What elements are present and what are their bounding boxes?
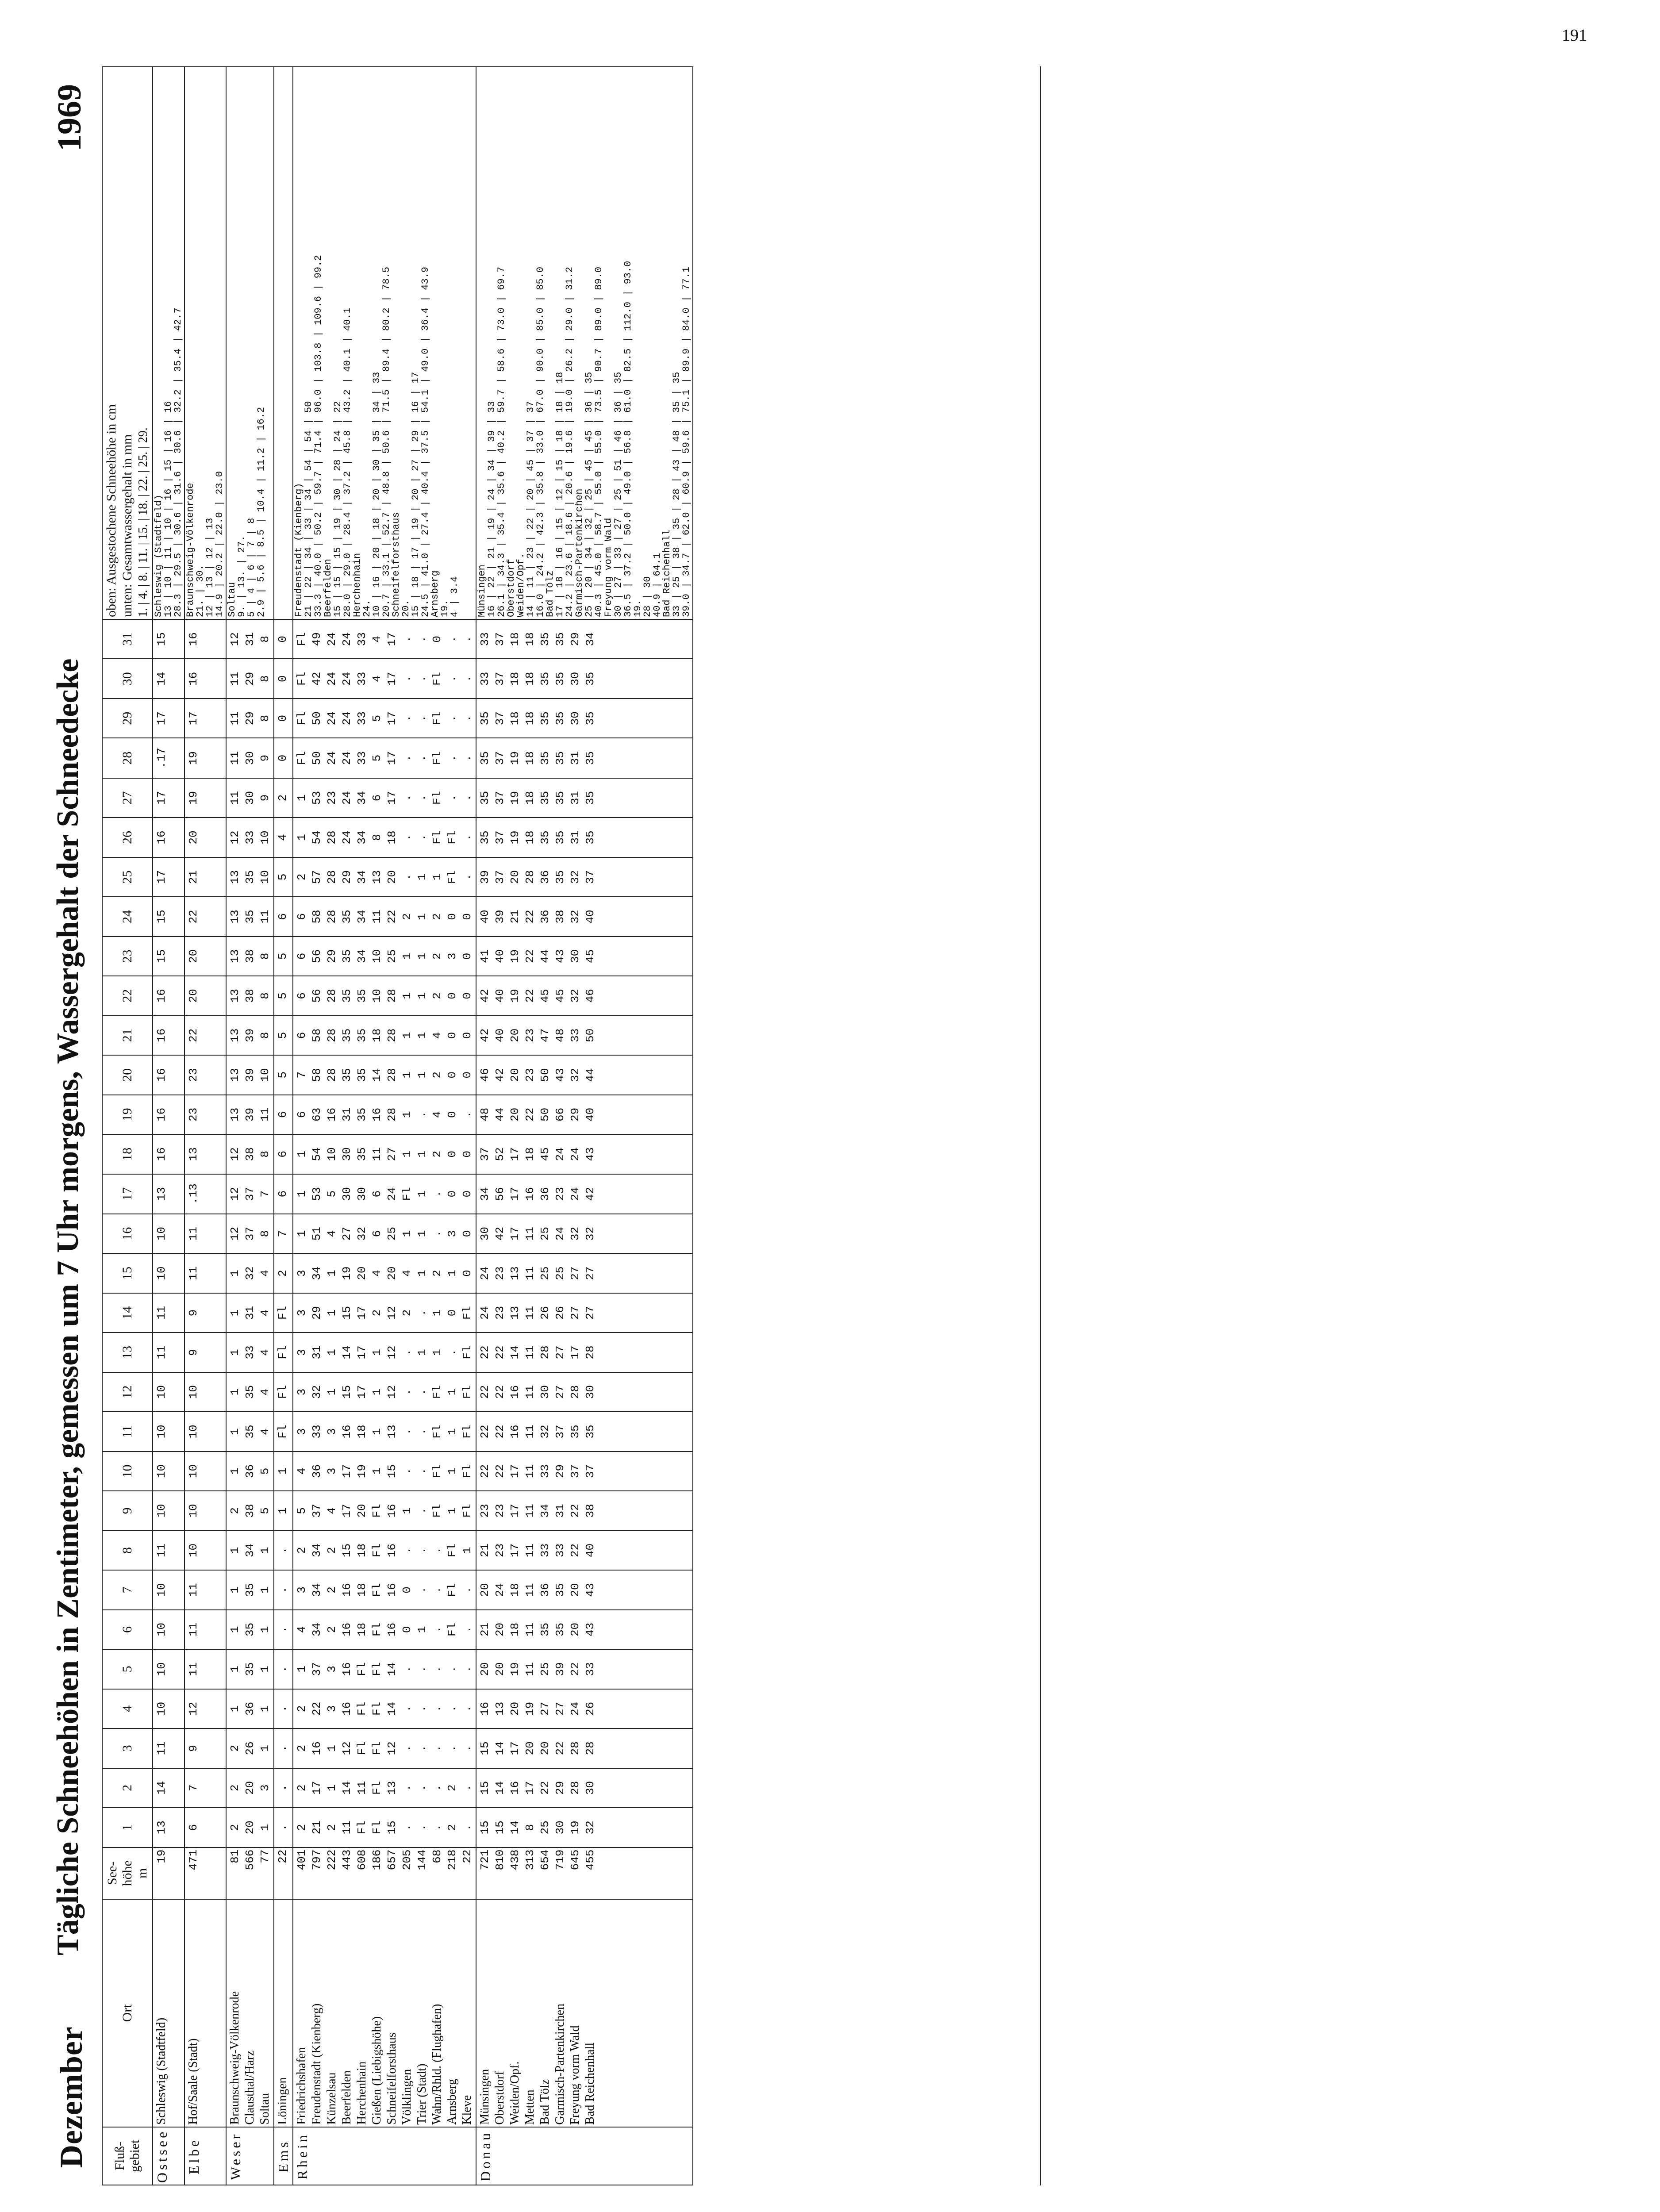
day-value-cell: 2 26 1 — [226, 1728, 274, 1768]
seehoehe-cell: 401 797 222 443 608 186 657 205 144 68 218 22 — [293, 1847, 476, 1899]
day-value-cell: 48 44 20 22 50 66 29 40 — [476, 1095, 693, 1134]
day-value-cell: 10 — [184, 1412, 226, 1451]
day-value-cell: 1 54 10 30 35 11 27 1 1 2 0 0 — [293, 1134, 476, 1174]
day-value-cell: 1 — [274, 1491, 293, 1530]
day-value-cell: 1 53 5 30 30 6 24 Fl 1 . 0 0 — [293, 1174, 476, 1214]
header-day-20: 20 — [102, 1055, 153, 1094]
day-value-cell: 22 — [184, 1016, 226, 1055]
page-title: Tägliche Schneehöhen in Zentimeter, gemessen um 7 Uhr morgens, Wassergehalt der Schneedecke — [51, 658, 85, 1955]
day-value-cell: 6 58 28 35 34 11 22 2 1 2 0 0 — [293, 897, 476, 936]
day-value-cell: 1 32 4 — [226, 1253, 274, 1293]
title-row — [44, 66, 97, 2185]
seehoehe-cell: 721 810 438 313 654 719 645 455 — [476, 1847, 693, 1899]
day-value-cell: 40 39 21 22 36 38 32 40 — [476, 897, 693, 936]
day-value-cell: 22 22 16 11 30 27 28 30 — [476, 1372, 693, 1412]
table-row — [293, 67, 476, 2185]
day-value-cell: 3 31 1 14 17 1 12 . 1 1 . Fl — [293, 1333, 476, 1372]
day-value-cell: 3 33 3 16 18 1 13 . . Fl 1 Fl — [293, 1412, 476, 1451]
day-value-cell: 20 — [184, 937, 226, 976]
day-value-cell: 11 — [184, 1253, 226, 1293]
ort-cell: Braunschweig-Völkenrode Clausthal/Harz Soltau — [226, 1899, 274, 2127]
agg-header-top: oben: Ausgestochene Schneehöhe in cm — [104, 404, 119, 618]
day-value-cell: 22 22 14 11 28 27 17 28 — [476, 1333, 693, 1372]
day-value-cell: 15 14 16 17 22 29 28 30 — [476, 1768, 693, 1808]
agg-header-days: 1. | 4. | 8. | 11. | 15. | 18. | 22. | 25. | 29. — [136, 427, 150, 618]
day-value-cell: 1 33 4 — [226, 1333, 274, 1372]
day-value-cell: . — [274, 1610, 293, 1649]
day-value-cell: 6 — [274, 1095, 293, 1134]
day-value-cell: 23 — [184, 1055, 226, 1094]
fluss-cell: Weser — [226, 2127, 274, 2185]
day-value-cell: 1 54 28 24 34 8 18 . . Fl Fl . — [293, 818, 476, 857]
day-value-cell: 10 — [184, 1531, 226, 1570]
day-value-cell: 17 — [184, 699, 226, 738]
day-value-cell: 12 38 8 — [226, 1134, 274, 1174]
day-value-cell: 11 — [184, 1570, 226, 1609]
day-value-cell: 15 14 17 20 20 22 28 28 — [476, 1728, 693, 1768]
day-value-cell: 10 — [184, 1452, 226, 1491]
header-fluss: Fluß- gebiet — [102, 2127, 153, 2185]
month-label: Dezember — [54, 2026, 89, 2168]
day-value-cell: 2 — [274, 1253, 293, 1293]
day-value-cell: 1 35 4 — [226, 1372, 274, 1412]
day-value-cell: 9 — [184, 1333, 226, 1372]
day-value-cell: 10 — [153, 1412, 184, 1451]
day-value-cell: Fl — [274, 1372, 293, 1412]
day-value-cell: 1 31 4 — [226, 1293, 274, 1333]
day-value-cell: 10 — [153, 1253, 184, 1293]
day-value-cell: 0 — [274, 699, 293, 738]
day-value-cell: 16 — [153, 976, 184, 1015]
day-value-cell: 0 — [274, 738, 293, 778]
day-value-cell: 11 30 9 — [226, 778, 274, 818]
aggregate-cell — [274, 67, 293, 619]
day-value-cell: 3 32 1 15 17 1 12 . . Fl 1 Fl — [293, 1372, 476, 1412]
header-day-17: 17 — [102, 1174, 153, 1214]
day-value-cell: 21 20 18 11 35 35 20 43 — [476, 1610, 693, 1649]
day-value-cell: 1 35 1 — [226, 1649, 274, 1689]
page-number: 191 — [1562, 26, 1587, 45]
header-row — [102, 67, 153, 2185]
day-value-cell: 11 — [153, 1333, 184, 1372]
day-value-cell: 5 — [274, 1016, 293, 1055]
header-day-3: 3 — [102, 1728, 153, 1768]
day-value-cell: . — [274, 1649, 293, 1689]
day-value-cell: 10 — [153, 1452, 184, 1491]
day-value-cell: 1 35 1 — [226, 1610, 274, 1649]
day-value-cell: .13 — [184, 1174, 226, 1214]
day-value-cell: 35 37 18 18 35 35 30 35 — [476, 699, 693, 738]
day-value-cell: 35 37 19 18 35 35 31 35 — [476, 818, 693, 857]
day-value-cell: 2 57 28 29 34 13 20 . 1 1 Fl . — [293, 857, 476, 897]
day-value-cell: 17 — [153, 857, 184, 897]
aggregate-cell: Soltau 9. | 13. | 27. 5 | 4 | 6 | 7 | 8 2.9 | 5.6 | 8.5 | 10.4 | 11.2 | 16.2 — [226, 67, 274, 619]
header-day-25: 25 — [102, 857, 153, 897]
agg-header-bottom: unten: Gesamtwassergehalt in mm — [120, 434, 134, 618]
header-day-6: 6 — [102, 1610, 153, 1649]
header-day-27: 27 — [102, 778, 153, 818]
day-value-cell: 0 — [274, 659, 293, 699]
day-value-cell: 42 40 19 22 45 45 32 46 — [476, 976, 693, 1015]
day-value-cell: 6 — [274, 897, 293, 936]
header-ort: Ort — [102, 1899, 153, 2127]
day-value-cell: 16 — [153, 1134, 184, 1174]
day-value-cell: 5 — [274, 937, 293, 976]
day-value-cell: 21 23 17 11 33 33 22 40 — [476, 1531, 693, 1570]
table-row — [476, 67, 693, 2185]
table-row — [274, 67, 293, 2185]
day-value-cell: 12 37 8 — [226, 1214, 274, 1253]
day-value-cell: 20 — [184, 818, 226, 857]
aggregate-cell: Schleswig (Stadtfeld) 13 | 10 | 11 | 10 | 16 | 15 | 16 | 16 28.3 | 29.5 | 30.6 | 31.6 | 30.6 | 32.2 | 35.4 | 42.7 — [153, 67, 184, 619]
fluss-cell: Rhein — [293, 2127, 476, 2185]
day-value-cell: 6 — [184, 1808, 226, 1847]
day-value-cell: 4 — [274, 818, 293, 857]
day-value-cell: 16 — [184, 659, 226, 699]
day-value-cell: 22 22 16 11 32 37 35 35 — [476, 1412, 693, 1451]
header-day-11: 11 — [102, 1412, 153, 1451]
day-value-cell: 13 35 10 — [226, 857, 274, 897]
day-value-cell: 12 33 10 — [226, 818, 274, 857]
day-value-cell: 16 13 20 19 27 27 24 26 — [476, 1689, 693, 1728]
header-day-7: 7 — [102, 1570, 153, 1609]
header-day-16: 16 — [102, 1214, 153, 1253]
header-day-9: 9 — [102, 1491, 153, 1530]
day-value-cell: 41 40 19 22 44 43 30 45 — [476, 937, 693, 976]
seehoehe-cell: 19 — [153, 1847, 184, 1899]
header-day-2: 2 — [102, 1768, 153, 1808]
day-value-cell: 4 36 3 17 19 1 15 . . Fl 1 Fl — [293, 1452, 476, 1491]
table-row — [153, 67, 184, 2185]
day-value-cell: 12 31 8 — [226, 619, 274, 659]
day-value-cell: 1 34 1 — [226, 1531, 274, 1570]
day-value-cell: 11 — [184, 1649, 226, 1689]
day-value-cell: 5 — [274, 976, 293, 1015]
day-value-cell: . — [274, 1689, 293, 1728]
day-value-cell: 22 — [184, 897, 226, 936]
day-value-cell: 2 20 3 — [226, 1768, 274, 1808]
header-day-1: 1 — [102, 1808, 153, 1847]
day-value-cell: 23 — [184, 1095, 226, 1134]
day-value-cell: 20 — [184, 976, 226, 1015]
day-value-cell: 17 — [153, 699, 184, 738]
header-day-15: 15 — [102, 1253, 153, 1293]
day-value-cell: 5 — [274, 857, 293, 897]
day-value-cell: . — [274, 1728, 293, 1768]
day-value-cell: 13 35 11 — [226, 897, 274, 936]
day-value-cell: 10 — [153, 1491, 184, 1530]
ort-cell: Schleswig (Stadtfeld) — [153, 1899, 184, 2127]
day-value-cell: 2 21 2 11 Fl Fl 15 . . . 2 . — [293, 1808, 476, 1847]
day-value-cell: 1 — [274, 1452, 293, 1491]
header-day-10: 10 — [102, 1452, 153, 1491]
snow-depth-table — [102, 66, 693, 2185]
header-day-30: 30 — [102, 659, 153, 699]
day-value-cell: 10 — [184, 1372, 226, 1412]
day-value-cell: Fl — [274, 1293, 293, 1333]
header-day-14: 14 — [102, 1293, 153, 1333]
ort-cell: Löningen — [274, 1899, 293, 2127]
day-value-cell: 16 — [153, 1055, 184, 1094]
seehoehe-cell: 471 — [184, 1847, 226, 1899]
day-value-cell: 34 56 17 16 36 23 24 42 — [476, 1174, 693, 1214]
day-value-cell: Fl 42 24 24 33 4 17 . . Fl . . — [293, 659, 476, 699]
day-value-cell: 22 22 17 11 33 29 37 37 — [476, 1452, 693, 1491]
day-value-cell: 42 40 20 23 47 48 33 50 — [476, 1016, 693, 1055]
day-value-cell: 2 16 1 12 Fl Fl 12 . . . . . — [293, 1728, 476, 1768]
day-value-cell: 13 38 8 — [226, 937, 274, 976]
header-day-23: 23 — [102, 937, 153, 976]
day-value-cell: 37 52 17 18 45 24 24 43 — [476, 1134, 693, 1174]
day-value-cell: 1 51 4 27 32 6 25 1 1 . 3 0 — [293, 1214, 476, 1253]
day-value-cell: 12 — [184, 1689, 226, 1728]
year-label: 1969 — [51, 84, 88, 151]
day-value-cell: 13 — [184, 1134, 226, 1174]
day-value-cell: 35 37 19 18 35 35 31 35 — [476, 738, 693, 778]
day-value-cell: 24 23 13 11 25 25 27 27 — [476, 1253, 693, 1293]
day-value-cell: 1 53 23 24 34 6 17 . . Fl . . — [293, 778, 476, 818]
header-see: See- höhe m — [102, 1847, 153, 1899]
header-day-5: 5 — [102, 1649, 153, 1689]
header-day-22: 22 — [102, 976, 153, 1015]
day-value-cell: .17 — [153, 738, 184, 778]
day-value-cell: 15 — [153, 897, 184, 936]
day-value-cell: 1 36 1 — [226, 1689, 274, 1728]
fluss-cell: Donau — [476, 2127, 693, 2185]
day-value-cell: 11 29 8 — [226, 659, 274, 699]
day-value-cell: 6 — [274, 1174, 293, 1214]
fluss-cell: Ems — [274, 2127, 293, 2185]
day-value-cell: 24 23 13 11 26 26 27 27 — [476, 1293, 693, 1333]
day-value-cell: 13 39 10 — [226, 1055, 274, 1094]
day-value-cell: 35 37 19 18 35 35 31 35 — [476, 778, 693, 818]
header-day-12: 12 — [102, 1372, 153, 1412]
day-value-cell: 30 42 17 11 25 24 32 32 — [476, 1214, 693, 1253]
day-value-cell: 2 17 1 14 11 Fl 13 . . . 2 . — [293, 1768, 476, 1808]
day-value-cell: 15 — [153, 937, 184, 976]
day-value-cell: . — [274, 1531, 293, 1570]
day-value-cell: 15 — [153, 619, 184, 659]
day-value-cell: 16 — [153, 1095, 184, 1134]
day-value-cell: 2 34 2 15 18 Fl 16 . . . Fl 1 — [293, 1531, 476, 1570]
header-day-26: 26 — [102, 818, 153, 857]
table-row — [184, 67, 226, 2185]
day-value-cell: 6 56 29 35 34 10 25 1 1 2 3 0 — [293, 937, 476, 976]
day-value-cell: 15 15 14 8 25 30 19 32 — [476, 1808, 693, 1847]
day-value-cell: 14 — [153, 659, 184, 699]
day-value-cell: 7 58 28 35 35 14 28 1 1 2 0 0 — [293, 1055, 476, 1094]
table-row — [226, 67, 274, 2185]
day-value-cell: 10 — [153, 1372, 184, 1412]
aggregate-cell: Münsingen 16 | 22 | 21 | 19 | 24 | 34 | 39 | 33 26.1 | 34.3 | 35.4 | 35.6 | 40.2 | 59.7 | 58.6 | 73.0 | 69.7 Oberstdorf Weiden/Opf. 14 | 11 | 23 | 22 | 20 | 45 | 37 | 37 16.0 | 24.2 | 42.3 | 35.8 | 33.0 | 67.0 | 90.0 | 85.0 | 85.0 Bad Tölz 17 | 18 | 16 | 15 | 12 | 15 | 18 | 18 | 18 24.2 | 23.6 | 18.6 | 20.6 | 19.6 | 19.0 | 26.2 | 29.0 | 31.2 Garmisch-Partenkirchen 25 | 20 | 34 | 32 | 25 | 45 | 45 | 36 | 35 40.3 | 45.0 | 58.7 | 55.0 | 55.0 | 73.5 | 90.7 | 89.0 | 89.0 Freyung vorm Wald 30 | 27 | 33 | 27 | 25 | 51 | 46 | 36 | 35 36.5 | 37.2 | 50.0 | 49.0 | 56.8 | 61.0 | 82.5 | 112.0 | 93.0 19. 28 | 30 40.9 | 64.1 Bad Reichenhall 33 | 25 | 38 | 35 | 28 | 43 | 48 | 35 | 35 39.0 | 34.7 | 62.0 | 60.9 | 59.6 | 75.1 | 89.9 | 84.0 | 77.1 — [476, 67, 693, 619]
day-value-cell: 10 — [153, 1610, 184, 1649]
day-value-cell: 17 — [153, 778, 184, 818]
day-value-cell: 11 — [153, 1531, 184, 1570]
day-value-cell: 4 34 2 16 18 Fl 16 0 1 . Fl . — [293, 1610, 476, 1649]
header-aggregate — [102, 67, 153, 619]
ort-cell: Hof/Saale (Stadt) — [184, 1899, 226, 2127]
day-value-cell: 10 — [153, 1214, 184, 1253]
day-value-cell: Fl — [274, 1412, 293, 1451]
day-value-cell: 9 — [184, 1293, 226, 1333]
header-day-19: 19 — [102, 1095, 153, 1134]
day-value-cell: 16 — [153, 1016, 184, 1055]
day-value-cell: 33 37 18 18 35 35 30 35 — [476, 659, 693, 699]
day-value-cell: Fl 50 24 24 33 5 17 . . Fl . . — [293, 738, 476, 778]
day-value-cell: 7 — [274, 1214, 293, 1253]
day-value-cell: 13 — [153, 1174, 184, 1214]
day-value-cell: 10 — [153, 1689, 184, 1728]
day-value-cell: 11 — [153, 1293, 184, 1333]
rotated-table-sheet — [44, 66, 1062, 2185]
day-value-cell: 46 42 20 23 50 43 32 44 — [476, 1055, 693, 1094]
day-value-cell: 23 23 17 11 34 31 22 38 — [476, 1491, 693, 1530]
day-value-cell: 21 — [184, 857, 226, 897]
day-value-cell: 1 36 5 — [226, 1452, 274, 1491]
bottom-rule — [1040, 66, 1041, 2185]
day-value-cell: 5 37 4 17 20 Fl 16 1 . Fl 1 Fl — [293, 1491, 476, 1530]
day-value-cell: Fl 50 24 24 33 5 17 . . Fl . . — [293, 699, 476, 738]
day-value-cell: 16 — [184, 619, 226, 659]
header-day-21: 21 — [102, 1016, 153, 1055]
day-value-cell: 10 — [184, 1491, 226, 1530]
day-value-cell: 13 39 11 — [226, 1095, 274, 1134]
day-value-cell: 11 30 9 — [226, 738, 274, 778]
day-value-cell: 11 — [184, 1214, 226, 1253]
seehoehe-cell: 22 — [274, 1847, 293, 1899]
day-value-cell: 13 38 8 — [226, 976, 274, 1015]
aggregate-cell: Braunschweig-Völkenrode 21. | 30. 12 | 13 | 12 | 13 14.9 | 20.2 | 22.0 | 23.0 — [184, 67, 226, 619]
ort-cell: Münsingen Oberstdorf Weiden/Opf. Metten Bad Tölz Garmisch-Partenkirchen Freyung vorm Wald Bad Reichenhall — [476, 1899, 693, 2127]
day-value-cell: 6 58 28 35 35 18 28 1 1 4 0 0 — [293, 1016, 476, 1055]
day-value-cell: 0 — [274, 619, 293, 659]
day-value-cell: 6 — [274, 1134, 293, 1174]
day-value-cell: 3 34 1 19 20 4 20 4 1 2 1 0 — [293, 1253, 476, 1293]
day-value-cell: 11 29 8 — [226, 699, 274, 738]
header-day-29: 29 — [102, 699, 153, 738]
ort-cell: Friedrichshafen Freudenstadt (Kienberg) Künzelsau Beerfelden Herchenhain Gießen (Liebigshöhe) Schneifelforsthaus Völklingen Trier (Stadt) Wahn/Rhld. (Flughafen) Arnsberg Kleve — [293, 1899, 476, 2127]
header-day-4: 4 — [102, 1689, 153, 1728]
fluss-cell: Elbe — [184, 2127, 226, 2185]
header-day-13: 13 — [102, 1333, 153, 1372]
day-value-cell: 1 37 3 16 Fl Fl 14 . . . . . — [293, 1649, 476, 1689]
day-value-cell: 13 39 8 — [226, 1016, 274, 1055]
day-value-cell: 10 — [153, 1570, 184, 1609]
day-value-cell: 11 — [153, 1728, 184, 1768]
day-value-cell: . — [274, 1768, 293, 1808]
day-value-cell: Fl — [274, 1333, 293, 1372]
day-value-cell: 5 — [274, 1055, 293, 1094]
fluss-cell: Ostsee — [153, 2127, 184, 2185]
aggregate-cell: Freudenstadt (Kienberg) 21 | 22 | 34 | 33 | 34 | 54 | 54 | 50 33.3 | 40.0 | 50.2 | 59.7 | 71.4 | 96.0 | 103.8 | 109.6 | 99.2 Beerfelden 15 | 15 | 15 | 19 | 30 | 28 | 24 | 22 28.0 | 29.0 | 28.4 | 37.2 | 45.8 | 43.2 | 40.1 | 40.1 Herchenhain 24. 10 | 16 | 20 | 18 | 20 | 30 | 35 | 34 | 33 20.7 | 33.1 | 52.7 | 48.8 | 50.6 | 71.5 | 89.4 | 80.2 | 78.5 Schneifelforsthaus 20. 15 | 18 | 17 | 19 | 20 | 27 | 29 | 16 | 17 24.5 | 41.0 | 27.4 | 40.4 | 37.5 | 54.1 | 49.0 | 36.4 | 43.9 Arnsberg 19. 4 | 3.4 — [293, 67, 476, 619]
day-value-cell: 2 22 3 16 Fl Fl 14 . . . . . — [293, 1689, 476, 1728]
day-value-cell: 14 — [153, 1768, 184, 1808]
day-value-cell: 20 24 18 11 36 35 20 43 — [476, 1570, 693, 1609]
day-value-cell: 20 20 19 11 25 39 22 33 — [476, 1649, 693, 1689]
day-value-cell: . — [274, 1808, 293, 1847]
day-value-cell: 7 — [184, 1768, 226, 1808]
day-value-cell: 2 38 5 — [226, 1491, 274, 1530]
day-value-cell: 6 56 28 35 35 10 28 1 1 2 0 0 — [293, 976, 476, 1015]
day-value-cell: 12 37 7 — [226, 1174, 274, 1214]
day-value-cell: Fl 49 24 24 33 4 17 . . 0 . . — [293, 619, 476, 659]
day-value-cell: 1 35 1 — [226, 1570, 274, 1609]
day-value-cell: 3 34 2 16 18 Fl 16 0 . . Fl . — [293, 1570, 476, 1609]
day-value-cell: 19 — [184, 778, 226, 818]
seehoehe-cell: 81 566 77 — [226, 1847, 274, 1899]
day-value-cell: 33 37 18 18 35 35 29 34 — [476, 619, 693, 659]
day-value-cell: 11 — [184, 1610, 226, 1649]
header-day-18: 18 — [102, 1134, 153, 1174]
day-value-cell: 3 29 1 15 17 2 12 2 . 1 0 Fl — [293, 1293, 476, 1333]
day-value-cell: 2 — [274, 778, 293, 818]
header-day-31: 31 — [102, 619, 153, 659]
day-value-cell: 16 — [153, 818, 184, 857]
day-value-cell: 2 20 1 — [226, 1808, 274, 1847]
day-value-cell: 9 — [184, 1728, 226, 1768]
day-value-cell: 10 — [153, 1649, 184, 1689]
day-value-cell: . — [274, 1570, 293, 1609]
day-value-cell: 19 — [184, 738, 226, 778]
day-value-cell: 13 — [153, 1808, 184, 1847]
header-day-8: 8 — [102, 1531, 153, 1570]
day-value-cell: 39 37 20 28 36 35 32 37 — [476, 857, 693, 897]
day-value-cell: 1 35 4 — [226, 1412, 274, 1451]
header-day-24: 24 — [102, 897, 153, 936]
day-value-cell: 6 63 16 31 35 16 28 1 . 4 0 . — [293, 1095, 476, 1134]
header-day-28: 28 — [102, 738, 153, 778]
